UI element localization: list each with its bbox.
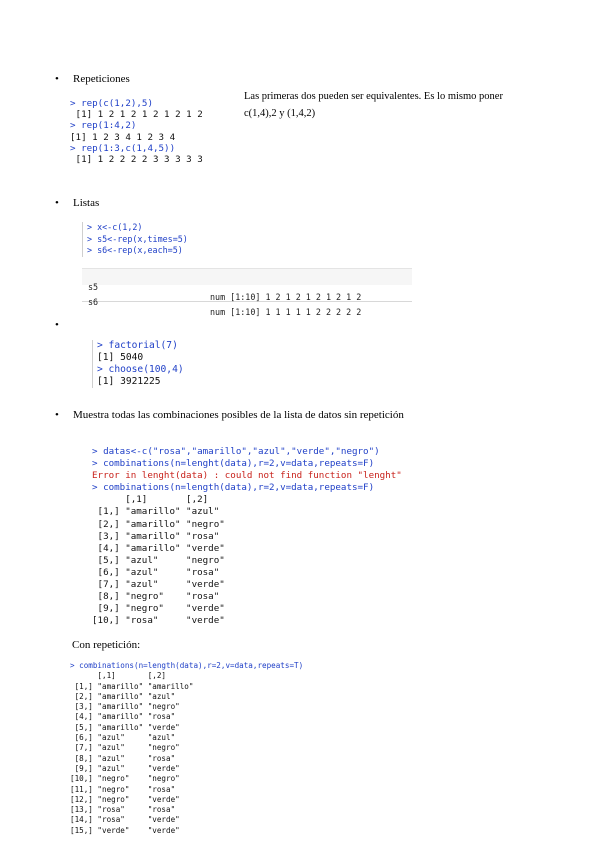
- console-output: [10,] "rosa" "verde": [92, 615, 225, 627]
- console-command: > s6<-rep(x,each=5): [87, 245, 183, 255]
- console-output: [9,] "azul" "verde": [70, 763, 180, 773]
- console-output: [10,] "negro" "negro": [70, 774, 180, 784]
- bullet-dot: •: [55, 197, 59, 209]
- console-command: > combinations(n=length(data),r=2,v=data,repeats=T): [70, 661, 304, 670]
- console-output: [7,] "azul" "negro": [70, 743, 180, 753]
- console-output: [15,] "verde" "verde": [70, 825, 180, 835]
- console-command: > factorial(7): [97, 340, 178, 351]
- environment-panel: [82, 268, 412, 317]
- console-output: [14,] "rosa" "verde": [70, 815, 180, 825]
- rep-note-line-2: c(1,4),2 y (1,4,2): [244, 108, 316, 119]
- console-output: [,1] [,2]: [70, 671, 167, 681]
- console-output: [11,] "negro" "rosa": [70, 784, 176, 794]
- env-row: [82, 287, 412, 327]
- console-output: [6,] "azul" "azul": [70, 733, 176, 743]
- console-output: [5,] "amarillo" "verde": [70, 722, 180, 732]
- console-command: > combinations(n=length(data),r=2,v=data,repeats=F): [92, 482, 375, 494]
- rep-combos-console: [70, 661, 303, 836]
- console-output: [13,] "rosa" "rosa": [70, 805, 176, 815]
- factorial-console: [92, 340, 184, 388]
- combos-console: [92, 446, 402, 627]
- heading-listas: Listas: [73, 197, 100, 209]
- console-command: > s5<-rep(x,times=5): [87, 233, 188, 244]
- console-command: > rep(c(1,2),5): [70, 98, 153, 109]
- console-output: [1,] "amarillo" "amarillo": [70, 681, 194, 691]
- env-var-name: s5: [88, 282, 99, 292]
- console-output: [8,] "negro" "rosa": [92, 591, 220, 603]
- console-output: [2,] "amarillo" "azul": [70, 691, 176, 701]
- console-error: Error in lenght(data) : could not find function "lenght": [92, 470, 402, 482]
- rep-console: [70, 98, 203, 165]
- env-var-name: s6: [88, 297, 99, 307]
- console-output: [2,] "amarillo" "negro": [92, 518, 225, 530]
- console-output: [,1] [,2]: [92, 494, 209, 506]
- console-output: [3,] "amarillo" "rosa": [92, 530, 220, 542]
- console-output: [4,] "amarillo" "verde": [92, 542, 225, 554]
- console-output: [9,] "negro" "verde": [92, 603, 225, 615]
- console-command: > rep(1:4,2): [70, 120, 137, 132]
- bullet-dot: •: [55, 319, 59, 331]
- env-var-value: num [1:10] 1 2 1 2 1 2 1 2 1 2: [210, 292, 362, 302]
- console-output: [1] 3921225: [97, 376, 161, 387]
- console-command: > datas<-c("rosa","amarillo","azul","verde","negro"): [92, 446, 380, 457]
- console-output: [7,] "azul" "verde": [92, 579, 225, 591]
- bullet-dot: •: [55, 73, 59, 85]
- console-command: > choose(100,4): [97, 364, 184, 375]
- rep-note-line-1: Las primeras dos pueden ser equivalentes. Es lo mismo poner: [244, 91, 503, 102]
- console-output: [6,] "azul" "rosa": [92, 566, 220, 578]
- env-var-value: num [1:10] 1 1 1 1 1 2 2 2 2 2: [210, 307, 362, 317]
- heading-repeticiones: Repeticiones: [73, 73, 130, 85]
- console-output: [1] 1 2 1 2 1 2 1 2 1 2: [70, 109, 203, 121]
- rep-note: [244, 88, 503, 122]
- console-command: > rep(1:3,c(1,4,5)): [70, 142, 176, 154]
- console-command: > combinations(n=lenght(data),r=2,v=data,repeats=F): [92, 458, 375, 470]
- console-output: [4,] "amarillo" "rosa": [70, 712, 176, 722]
- console-output: [1,] "amarillo" "azul": [92, 506, 220, 518]
- console-output: [12,] "negro" "verde": [70, 794, 180, 804]
- con-repeticion-title: Con repetición:: [72, 639, 141, 651]
- listas-console: [82, 222, 188, 257]
- console-output: [3,] "amarillo" "negro": [70, 702, 180, 712]
- console-output: [1] 5040: [97, 352, 144, 363]
- console-output: [1] 1 2 3 4 1 2 3 4: [70, 131, 176, 143]
- console-command: > x<-c(1,2): [87, 222, 143, 232]
- bullet-dot: •: [55, 409, 59, 421]
- console-output: [8,] "azul" "rosa": [70, 753, 176, 763]
- console-output: [1] 1 2 2 2 2 3 3 3 3 3: [70, 154, 203, 166]
- console-output: [5,] "azul" "negro": [92, 554, 225, 566]
- heading-combinaciones: Muestra todas las combinaciones posibles de la lista de datos sin repetición: [73, 409, 404, 421]
